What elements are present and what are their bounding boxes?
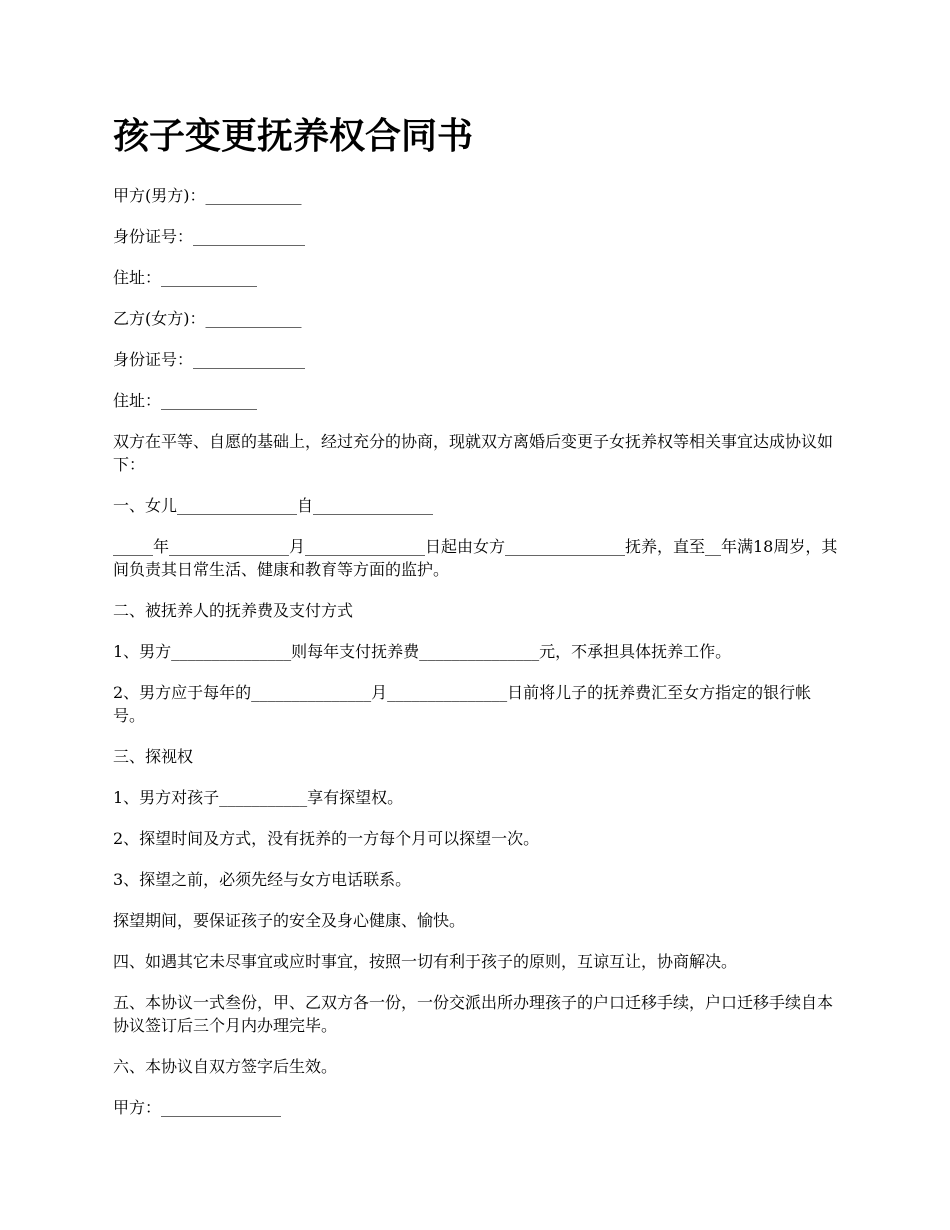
clause-5-paragraph: 五、本协议一式叁份，甲、乙双方各一份，一份交派出所办理孩子的户口迁移手续，户口迁移手续自本协议签订后三个月内办理完毕。 [113,993,834,1035]
clause-3-item-1: 1、男方对孩子___________享有探望权。 [113,788,404,807]
party-a-name-line: 甲方(男方)：____________ [113,186,302,205]
party-a-signature-line: 甲方：_______________ [113,1098,282,1117]
preamble-paragraph: 双方在平等、自愿的基础上，经过充分的协商，现就双方离婚后变更子女抚养权等相关事宜达成协议如下： [113,432,834,474]
party-b-address-line: 住址：____________ [113,391,258,410]
party-b-name-line: 乙方(女方)：____________ [113,309,302,328]
clause-1-heading: 一、女儿_______________自_______________ [113,496,434,515]
document-title: 孩子变更抚养权合同书 [113,116,474,157]
party-b-id-line: 身份证号：______________ [113,350,306,369]
party-a-address-line: 住址：____________ [113,268,258,287]
clause-4-paragraph: 四、如遇其它未尽事宜或应时事宜，按照一切有利于孩子的原则，互谅互让，协商解决。 [113,952,738,971]
clause-1-body: _____年_______________月_______________日起由女方_______________抚养，直至__年满18周岁，其间负责其日常生活、健康和教育等方面的监护。 [113,537,838,579]
clause-3-heading: 三、探视权 [113,747,194,766]
clause-3-item-3: 3、探望之前，必须先经与女方电话联系。 [113,870,412,889]
clause-2-item-1: 1、男方_______________则每年支付抚养费_______________元，不承担具体抚养工作。 [113,642,732,661]
clause-2-heading: 二、被抚养人的抚养费及支付方式 [113,601,354,620]
clause-3-note: 探望期间，要保证孩子的安全及身心健康、愉快。 [113,911,466,930]
clause-3-item-2: 2、探望时间及方式，没有抚养的一方每个月可以探望一次。 [113,829,540,848]
document-page [113,112,840,1137]
party-a-id-line: 身份证号：______________ [113,227,306,246]
clause-2-item-2: 2、男方应于每年的_______________月_______________日前将儿子的抚养费汇至女方指定的银行帐号。 [113,683,812,725]
clause-6-paragraph: 六、本协议自双方签字后生效。 [113,1057,338,1076]
